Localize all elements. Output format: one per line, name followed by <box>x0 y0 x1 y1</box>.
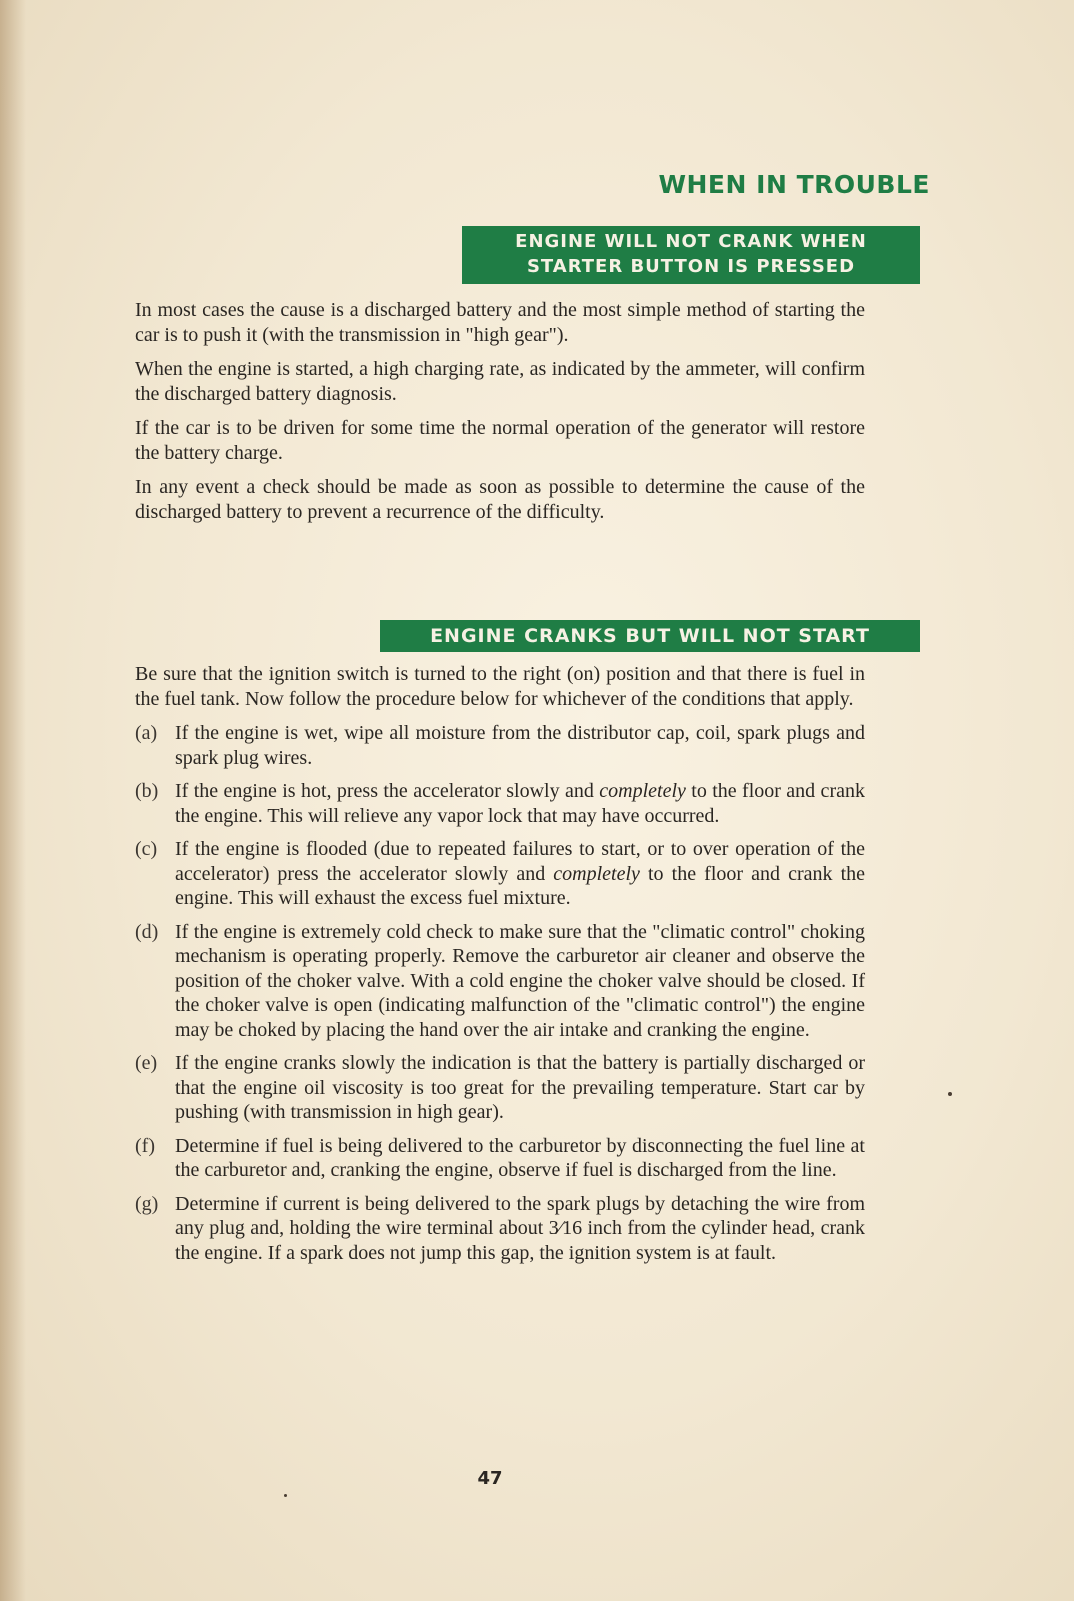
section-heading-line: STARTER BUTTON IS PRESSED <box>526 256 856 277</box>
text-run: If the engine is hot, press the accelerator slowly and <box>175 780 600 802</box>
list-item-label: (a) <box>135 722 158 744</box>
list-item <box>135 837 865 911</box>
list-item-label: (f) <box>135 1134 155 1157</box>
list-item-text: Determine if fuel is being delivered to the carburetor by disconnecting the fuel line at the carburetor and, cranking the engine, observe if fuel is discharged from the line. <box>175 1134 865 1181</box>
list-item-text: If the engine is extremely cold check to make sure that the "climatic control" choking mechanism is operating properly. Remove the carburetor air cleaner and observe the position of the choker valve. With a cold engine the choker valve should be closed. If the choker valve is open (indicating malfunction of the "climatic control") the engine may be choked by placing the hand over the air intake and cranking the engine. <box>175 920 865 1041</box>
list-item <box>135 1134 865 1183</box>
section-body-no-start <box>135 662 865 1274</box>
list-item-label: (c) <box>135 838 158 860</box>
list-item-text <box>175 837 865 911</box>
list-item <box>135 1051 865 1125</box>
page-number: 47 <box>477 1468 503 1489</box>
list-item-label: (b) <box>135 780 159 802</box>
list-item-text: If the engine is wet, wipe all moisture from the distributor cap, coil, spark plugs and spark plug wires. <box>175 722 865 769</box>
paper-speck <box>284 1494 287 1497</box>
section-heading-line: ENGINE WILL NOT CRANK WHEN <box>515 231 867 252</box>
paper-speck <box>948 1092 952 1096</box>
list-item-text <box>175 779 865 828</box>
section-heading-no-start: ENGINE CRANKS BUT WILL NOT START <box>380 620 920 652</box>
text-run: If the engine is flooded (due to repeated failures to start, or to over operation of the accelerator) press the accelerator slowly and <box>175 838 865 885</box>
list-item-label: (e) <box>135 1052 158 1074</box>
list-item-label: (d) <box>135 920 159 943</box>
paragraph: Be sure that the ignition switch is turned to the right (on) position and that there is fuel in the fuel tank. Now follow the procedure below for whichever of the conditions that apply. <box>135 663 865 710</box>
text-run: to the floor and crank the engine. This will relieve any vapor lock that may have occurred. <box>175 780 865 827</box>
paragraph: If the car is to be driven for some time the normal operation of the generator will restore the battery charge. <box>135 417 865 464</box>
list-item <box>135 1192 865 1266</box>
section-heading-no-crank <box>462 226 920 284</box>
paragraph: When the engine is started, a high charging rate, as indicated by the ammeter, will confirm the discharged battery diagnosis. <box>135 358 865 405</box>
section-body-no-crank <box>135 298 865 534</box>
text-run: to the floor and crank the engine. This will exhaust the excess fuel mixture. <box>175 862 865 909</box>
list-item <box>135 779 865 828</box>
list-item-text: If the engine cranks slowly the indication is that the battery is partially discharged or that the engine oil viscosity is too great for the prevailing temperature. Start car by pushing (with transmission in high gear). <box>175 1052 865 1123</box>
list-item-text: Determine if current is being delivered to the spark plugs by detaching the wire from any plug and, holding the wire terminal about 3⁄16 inch from the cylinder head, crank the engine. If a spark does not jump this gap, the ignition system is at fault. <box>175 1192 865 1264</box>
emphasis: completely <box>553 862 640 885</box>
running-head: WHEN IN TROUBLE <box>658 170 930 199</box>
spine-shadow <box>0 0 26 1601</box>
list-item-label: (g) <box>135 1192 159 1215</box>
paragraph: In most cases the cause is a discharged battery and the most simple method of starting the car is to push it (with the transmission in "high gear"). <box>135 299 865 346</box>
list-item <box>135 920 865 1043</box>
paragraph: In any event a check should be made as soon as possible to determine the cause of the discharged battery to prevent a recurrence of the difficulty. <box>135 476 865 523</box>
list-item <box>135 721 865 770</box>
emphasis: completely <box>599 780 686 802</box>
